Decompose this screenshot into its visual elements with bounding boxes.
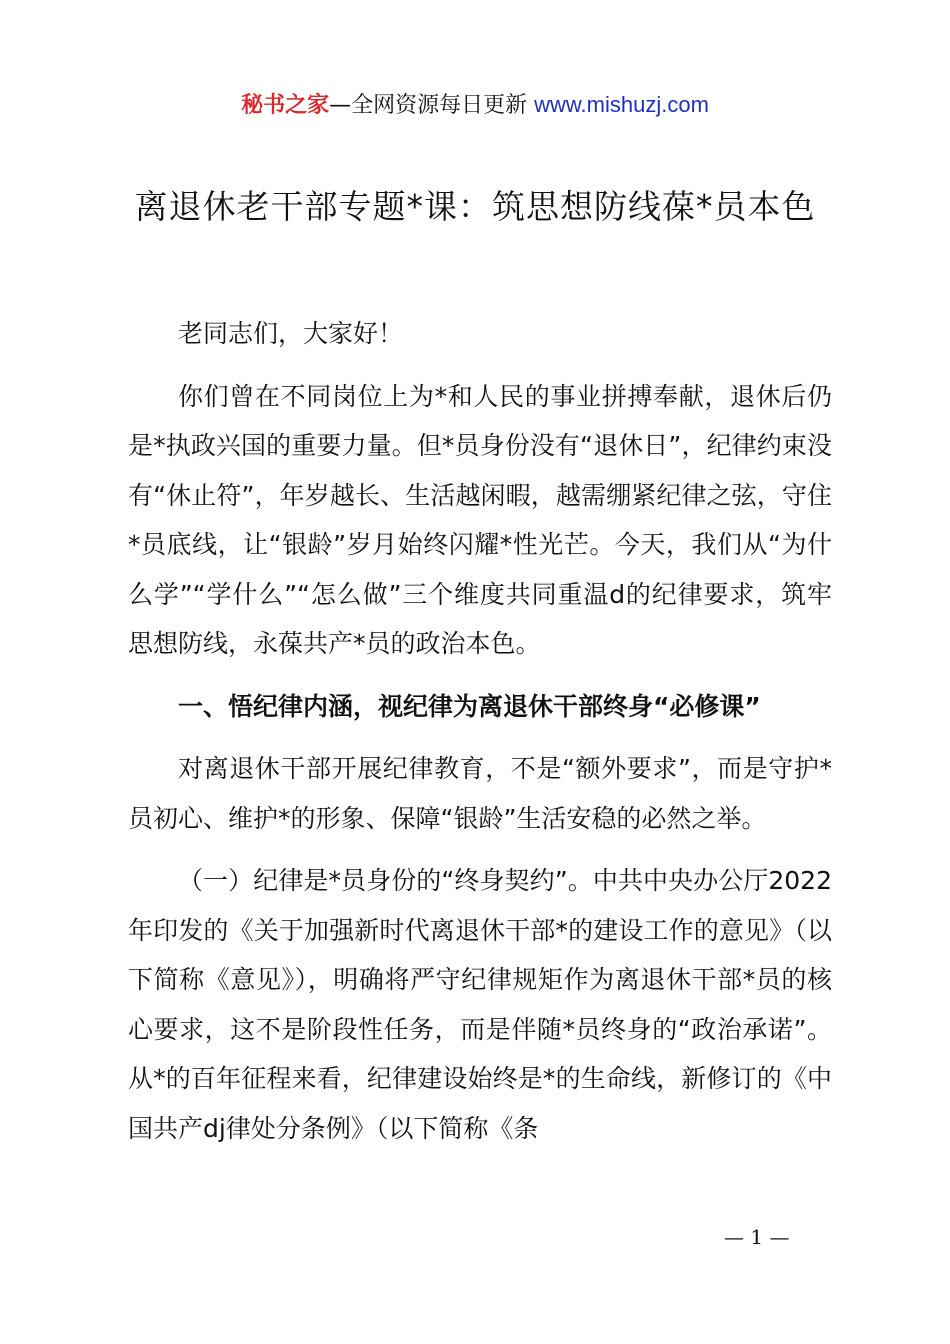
document-title: 离退休老干部专题*课：筑思想防线葆*员本色 xyxy=(134,187,816,226)
body-paragraph: （一）纪律是*员身份的“终身契约”。中共中央办公厅2022年印发的《关于加强新时代离退休干部*的建设工作的意见》（以下简称《意见》），明确将严守纪律规矩作为离退休干部*员的核心要求，这不是阶段性任务，而是伴随*员终身的“政治承诺”。从*的百年征程来看，纪律建设始终是*的生命线，新修订的《中国共产dj律处分条例》（以下简称《条 xyxy=(128,866,832,1143)
section-heading: 一、悟纪律内涵，视纪律为离退休干部终身“必修课” xyxy=(178,691,761,721)
greeting-paragraph: 老同志们，大家好！ xyxy=(178,319,404,348)
header-tagline: —全网资源每日更新 xyxy=(329,93,535,118)
site-header xyxy=(0,88,950,123)
document-body xyxy=(128,309,832,1166)
page-number: — 1 — xyxy=(724,1225,790,1249)
body-paragraph: 对离退休干部开展纪律教育，不是“额外要求”，而是守护*员初心、维护*的形象、保障“银龄”生活安稳的必然之举。 xyxy=(128,754,832,833)
site-url-link[interactable]: www.mishuzj.com xyxy=(534,92,709,117)
intro-paragraph: 你们曾在不同岗位上为*和人民的事业拼搏奉献，退休后仍是*执政兴国的重要力量。但*员身份没有“退休日”，纪律约束没有“休止符”，年岁越长、生活越闲暇，越需绷紧纪律之弦，守住*员底线，让“银龄”岁月始终闪耀*性光芒。今天，我们从“为什么学”“学什么”“怎么做”三个维度共同重温d的纪律要求，筑牢思想防线，永葆共产*员的政治本色。 xyxy=(128,381,832,658)
brand-name: 秘书之家 xyxy=(241,93,330,118)
